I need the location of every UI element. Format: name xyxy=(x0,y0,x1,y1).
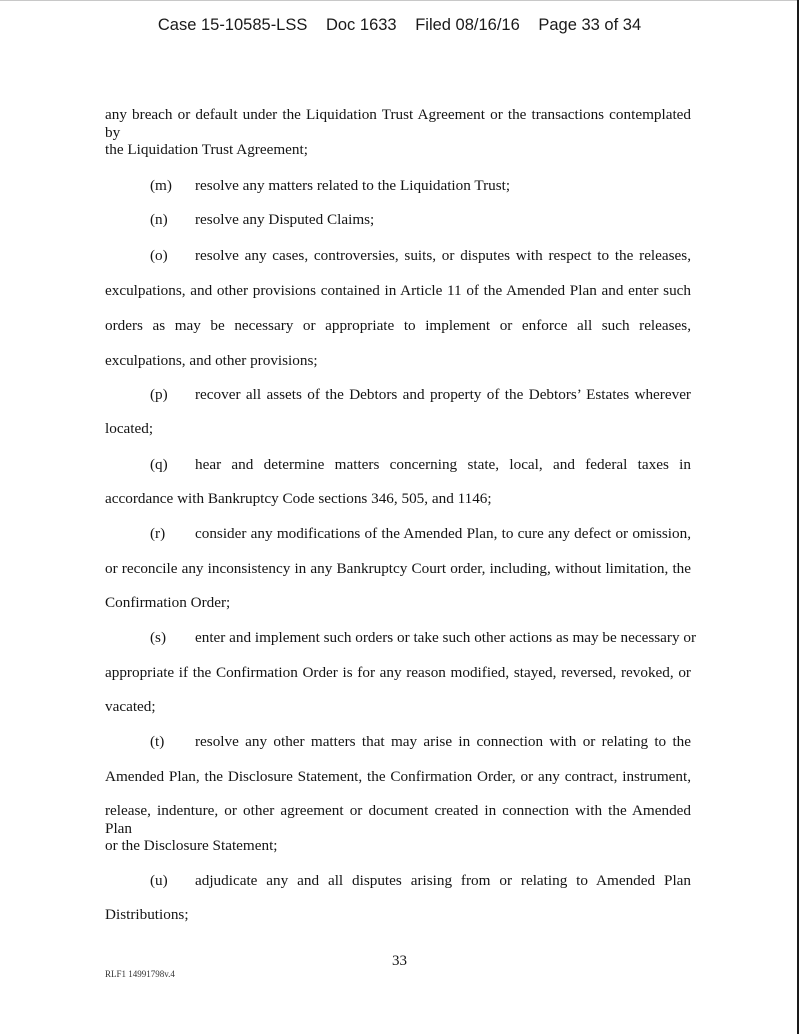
item-r-line: Confirmation Order; xyxy=(105,594,231,611)
item-marker-t: (t) xyxy=(150,733,165,750)
item-q-line: accordance with Bankruptcy Code sections 346, 505, and 1146; xyxy=(105,490,492,507)
item-o-line: exculpations, and other provisions; xyxy=(105,352,318,369)
item-o-line: exculpations, and other provisions contained in Article 11 of the Amended Plan and enter such xyxy=(105,282,691,299)
item-t-line: or the Disclosure Statement; xyxy=(105,837,278,854)
item-o-line: resolve any cases, controversies, suits, or disputes with respect to the releases, xyxy=(195,247,691,264)
item-r-line: or reconcile any inconsistency in any Bankruptcy Court order, including, without limitation, the xyxy=(105,560,691,577)
item-s-line: appropriate if the Confirmation Order is for any reason modified, stayed, reversed, revoked, or xyxy=(105,664,691,681)
item-q-line: hear and determine matters concerning state, local, and federal taxes in xyxy=(195,456,691,473)
item-marker-q: (q) xyxy=(150,456,168,473)
item-u-line: adjudicate any and all disputes arising from or relating to Amended Plan xyxy=(195,872,691,889)
item-u-line: Distributions; xyxy=(105,906,189,923)
item-o-line: orders as may be necessary or appropriate to implement or enforce all such releases, xyxy=(105,317,691,334)
item-marker-o: (o) xyxy=(150,247,168,264)
case-number: Case 15-10585-LSS xyxy=(157,16,308,34)
page-indicator: Page 33 of 34 xyxy=(538,16,642,34)
item-p-line: recover all assets of the Debtors and property of the Debtors’ Estates wherever xyxy=(195,386,691,403)
item-r-line: consider any modifications of the Amended Plan, to cure any defect or omission, xyxy=(195,525,691,542)
item-s-line: enter and implement such orders or take such other actions as may be necessary or xyxy=(195,629,697,646)
item-t-line: resolve any other matters that may arise in connection with or relating to the xyxy=(195,733,691,750)
item-marker-n: (n) xyxy=(150,211,168,228)
item-s-line: vacated; xyxy=(105,698,156,715)
page-top-edge xyxy=(0,0,799,1)
filed-date: Filed 08/16/16 xyxy=(415,16,520,34)
body-line: any breach or default under the Liquidation Trust Agreement or the transactions contemplated by xyxy=(105,106,691,141)
item-t-line: Amended Plan, the Disclosure Statement, the Confirmation Order, or any contract, instrument, xyxy=(105,768,691,785)
item-marker-m: (m) xyxy=(150,177,172,194)
document-id: RLF1 14991798v.4 xyxy=(105,969,175,979)
item-marker-p: (p) xyxy=(150,386,168,403)
item-m-line: resolve any matters related to the Liquidation Trust; xyxy=(195,177,511,194)
item-p-line: located; xyxy=(105,420,154,437)
court-filing-header xyxy=(0,16,799,35)
page-number: 33 xyxy=(392,953,407,969)
docket-number: Doc 1633 xyxy=(325,16,397,34)
item-n-line: resolve any Disputed Claims; xyxy=(195,211,375,228)
item-marker-r: (r) xyxy=(150,525,166,542)
item-marker-u: (u) xyxy=(150,872,168,889)
item-marker-s: (s) xyxy=(150,629,167,646)
item-t-line: release, indenture, or other agreement or document created in connection with the Amended Plan xyxy=(105,802,691,837)
body-line: the Liquidation Trust Agreement; xyxy=(105,141,308,158)
